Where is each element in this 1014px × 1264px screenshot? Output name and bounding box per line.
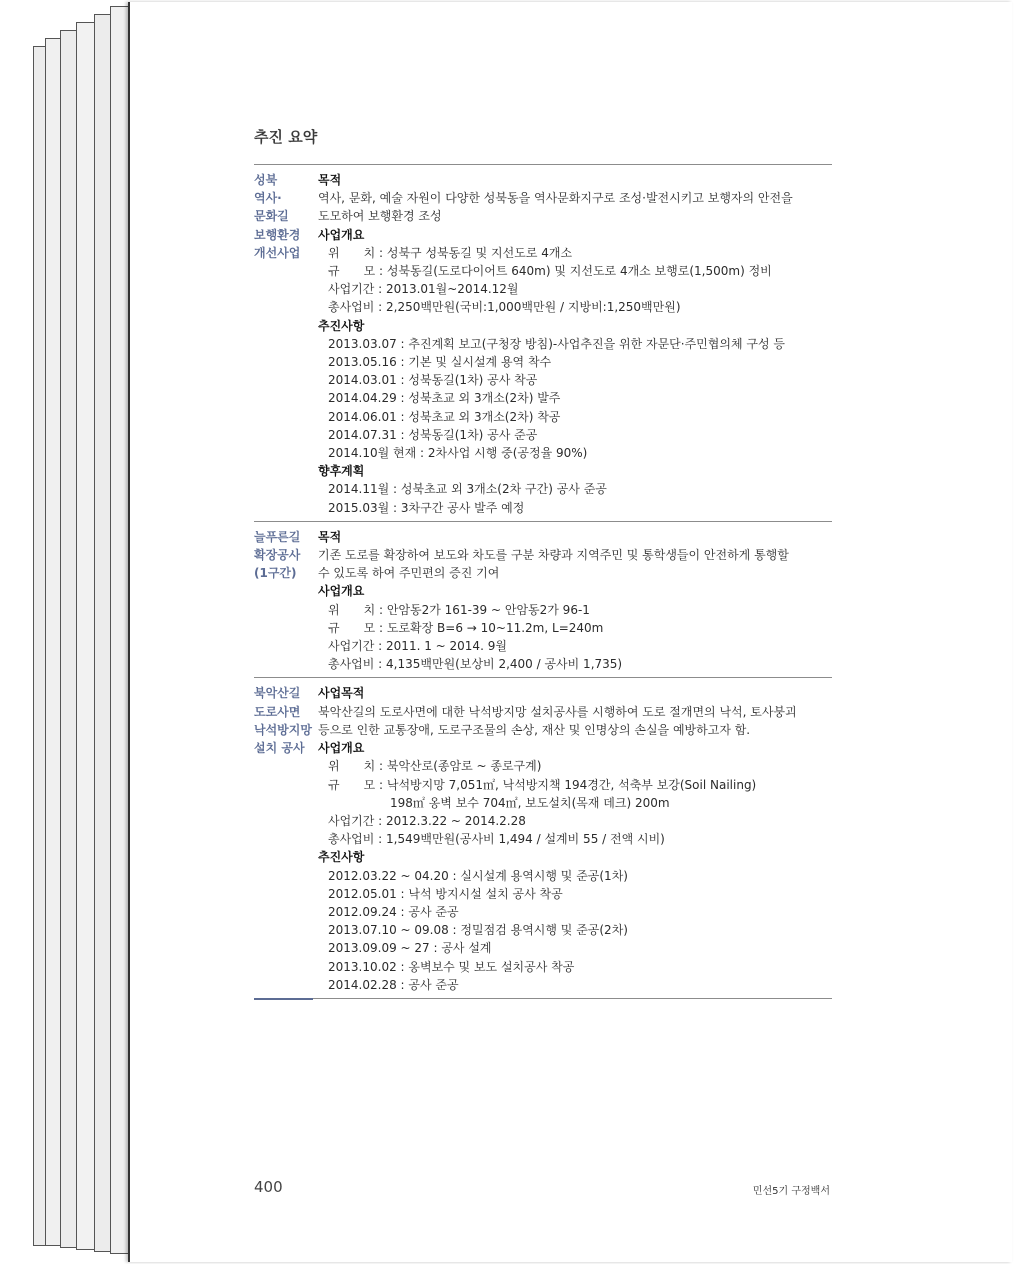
progress-item: 2013.05.16 : 기본 및 실시설계 용역 착수 xyxy=(328,355,552,370)
progress-item: 2014.07.31 : 성북동길(1차) 공사 준공 xyxy=(328,427,538,442)
project-label-line: 북악산길 xyxy=(254,686,301,701)
overview-item: 규 모 : 낙석방지망 7,051㎡, 낙석방지책 194경간, 석축부 보강(Soil Nailing) xyxy=(328,777,757,792)
project-label-line: (1구간) xyxy=(254,566,297,581)
project-label-line: 역사· xyxy=(254,191,282,206)
overview-item: 사업기간 : 2012.3.22 ~ 2014.2.28 xyxy=(328,813,526,828)
overview-item: 총사업비 : 4,135백만원(보상비 2,400 / 공사비 1,735) xyxy=(328,657,623,672)
progress-item: 2012.05.01 : 낙석 방지시설 설치 공사 착공 xyxy=(328,886,563,901)
purpose-heading: 목적 xyxy=(318,173,342,187)
project-label-line: 도로사면 xyxy=(254,704,301,719)
document-page xyxy=(128,2,1012,1262)
purpose-text-line: 기존 도로를 확장하여 보도와 차도를 구분 차량과 지역주민 및 통학생들이 안전하게 통행할 xyxy=(318,548,789,563)
future-plan-item: 2014.11월 : 성북초교 외 3개소(2차 구간) 공사 준공 xyxy=(328,482,607,497)
overview-item: 규 모 : 성북동길(도로다이어트 640m) 및 지선도로 4개소 보행로(1,500m) 정비 xyxy=(328,264,772,279)
progress-item: 2013.10.02 : 옹벽보수 및 보도 설치공사 착공 xyxy=(328,959,575,974)
progress-heading: 추진사항 xyxy=(318,850,365,865)
progress-item: 2014.06.01 : 성북초교 외 3개소(2차) 착공 xyxy=(328,409,561,424)
purpose-heading: 사업목적 xyxy=(318,686,365,701)
project-body xyxy=(318,684,832,993)
overview-heading: 사업개요 xyxy=(318,227,365,242)
future-plan-heading: 향후계획 xyxy=(318,464,365,479)
project-label-line: 늘푸른길 xyxy=(254,529,301,544)
purpose-text-line: 도모하여 보행환경 조성 xyxy=(318,209,442,224)
project-label-line: 성북 xyxy=(254,173,278,187)
progress-item: 2014.10월 현재 : 2차사업 시행 중(공정율 90%) xyxy=(328,446,588,461)
overview-item: 위 치 : 안암동2가 161-39 ~ 안암동2가 96-1 xyxy=(328,602,590,617)
overview-item: 규 모 : 도로확장 B=6 → 10~11.2m, L=240m xyxy=(328,620,604,635)
overview-item: 총사업비 : 1,549백만원(공사비 1,494 / 설계비 55 / 전액 시비) xyxy=(328,832,665,847)
purpose-text-line: 등으로 인한 교통장애, 도로구조물의 손상, 재산 및 인명상의 손실을 예방하고자 함. xyxy=(318,722,751,737)
progress-item: 2012.09.24 : 공사 준공 xyxy=(328,904,459,919)
progress-item: 2014.04.29 : 성북초교 외 3개소(2차) 발주 xyxy=(328,391,561,406)
project-label xyxy=(254,528,318,674)
progress-item: 2012.03.22 ~ 04.20 : 실시설계 용역시행 및 준공(1차) xyxy=(328,868,628,883)
project-section xyxy=(254,521,832,678)
project-label-line: 문화길 xyxy=(254,209,289,224)
progress-item: 2014.02.28 : 공사 준공 xyxy=(328,977,459,992)
purpose-text-line: 수 있도록 하여 주민편의 증진 기여 xyxy=(318,566,500,581)
closing-rule xyxy=(254,998,832,999)
project-label xyxy=(254,684,318,993)
footer-title: 민선5기 구정백서 xyxy=(752,1186,830,1197)
overview-item: 위 치 : 북악산로(종암로 ~ 종로구계) xyxy=(328,759,542,774)
project-label-line: 보행환경 xyxy=(254,227,301,242)
project-section xyxy=(254,677,832,997)
closing-accent-bar xyxy=(254,998,313,1000)
project-label xyxy=(254,171,318,517)
overview-item: 사업기간 : 2011. 1 ~ 2014. 9월 xyxy=(328,639,507,654)
project-label-line: 낙석방지망 xyxy=(254,722,312,737)
purpose-text-line: 역사, 문화, 예술 자원이 다양한 성북동을 역사문화지구로 조성·발전시키고 보행자의 안전을 xyxy=(318,191,793,206)
progress-item: 2013.03.07 : 추진계획 보고(구청장 방침)-사업추진을 위한 자문단·주민협의체 구성 등 xyxy=(328,336,785,351)
page-number: 400 xyxy=(254,1178,283,1196)
purpose-text-line: 북악산길의 도로사면에 대한 낙석방지망 설치공사를 시행하여 도로 절개면의 낙석, 토사붕괴 xyxy=(318,704,797,719)
project-body xyxy=(318,528,832,674)
project-body xyxy=(318,171,832,517)
project-label-line: 개선사업 xyxy=(254,245,301,260)
progress-item: 2013.09.09 ~ 27 : 공사 설계 xyxy=(328,941,492,956)
overview-item: 위 치 : 성북구 성북동길 및 지선도로 4개소 xyxy=(328,245,573,260)
page-title: 추진 요약 xyxy=(254,128,318,146)
summary-content xyxy=(254,164,832,998)
overview-item: 총사업비 : 2,250백만원(국비:1,000백만원 / 지방비:1,250백만원) xyxy=(328,300,681,315)
overview-heading: 사업개요 xyxy=(318,741,365,756)
purpose-heading: 목적 xyxy=(318,529,342,544)
progress-heading: 추진사항 xyxy=(318,318,365,333)
overview-item: 사업기간 : 2013.01월~2014.12월 xyxy=(328,282,519,297)
project-label-line: 확장공사 xyxy=(254,548,301,563)
project-label-line: 설치 공사 xyxy=(254,741,305,756)
overview-heading: 사업개요 xyxy=(318,584,365,599)
future-plan-item: 2015.03월 : 3차구간 공사 발주 예정 xyxy=(328,500,525,515)
overview-item-continued: 198㎡ 옹벽 보수 704㎡, 보도설치(목재 데크) 200m xyxy=(390,795,670,810)
progress-item: 2013.07.10 ~ 09.08 : 정밀점검 용역시행 및 준공(2차) xyxy=(328,923,628,938)
project-section xyxy=(254,164,832,521)
progress-item: 2014.03.01 : 성북동길(1차) 공사 착공 xyxy=(328,373,538,388)
